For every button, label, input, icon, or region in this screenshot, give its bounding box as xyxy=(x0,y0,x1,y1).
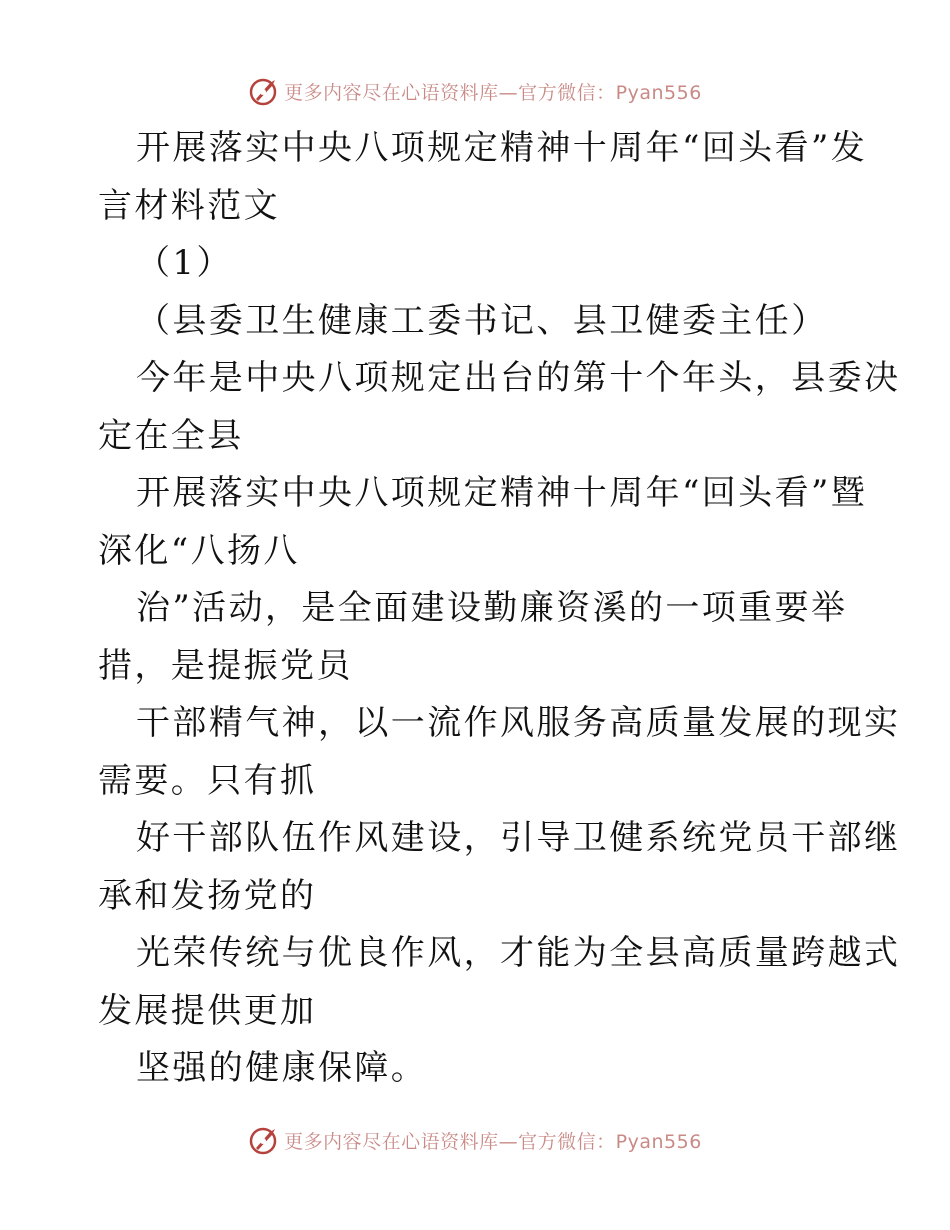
text-line: 措，是提振党员 xyxy=(98,645,353,686)
text-line: 开展落实中央八项规定精神十周年“回头看”暨 xyxy=(136,473,868,513)
banner-text: 更多内容尽在心语资料库—官方微信：Pyan556 xyxy=(284,1130,702,1153)
document-body xyxy=(98,120,901,1098)
header-banner xyxy=(0,71,950,111)
text-line: 开展落实中央八项规定精神十周年“回头看”发 xyxy=(136,128,868,168)
text-line: （1） xyxy=(136,243,233,283)
text-line: 干部精气神，以一流作风服务高质量发展的现实 xyxy=(136,703,901,743)
text-line: 光荣传统与优良作风，才能为全县高质量跨越式 xyxy=(136,933,901,973)
text-line: 发展提供更加 xyxy=(98,990,317,1031)
text-line: （县委卫生健康工委书记、县卫健委主任） xyxy=(136,300,828,341)
text-line: 需要。只有抓 xyxy=(98,760,317,801)
pen-circle-logo-icon xyxy=(248,75,280,107)
text-line: 深化“八扬八 xyxy=(98,530,300,571)
text-line: 定在全县 xyxy=(98,415,244,456)
footer-banner xyxy=(0,1120,950,1160)
text-line: 言材料范文 xyxy=(98,185,280,226)
text-line: 治”活动，是全面建设勤廉资溪的一项重要举 xyxy=(136,588,848,628)
text-line: 好干部队伍作风建设，引导卫健系统党员干部继 xyxy=(136,818,901,858)
pen-circle-logo-icon xyxy=(248,1124,280,1156)
text-line: 今年是中央八项规定出台的第十个年头，县委决 xyxy=(136,358,901,398)
text-line: 坚强的健康保障。 xyxy=(136,1048,428,1088)
text-line: 承和发扬党的 xyxy=(98,875,317,916)
banner-text: 更多内容尽在心语资料库—官方微信：Pyan556 xyxy=(284,81,702,104)
